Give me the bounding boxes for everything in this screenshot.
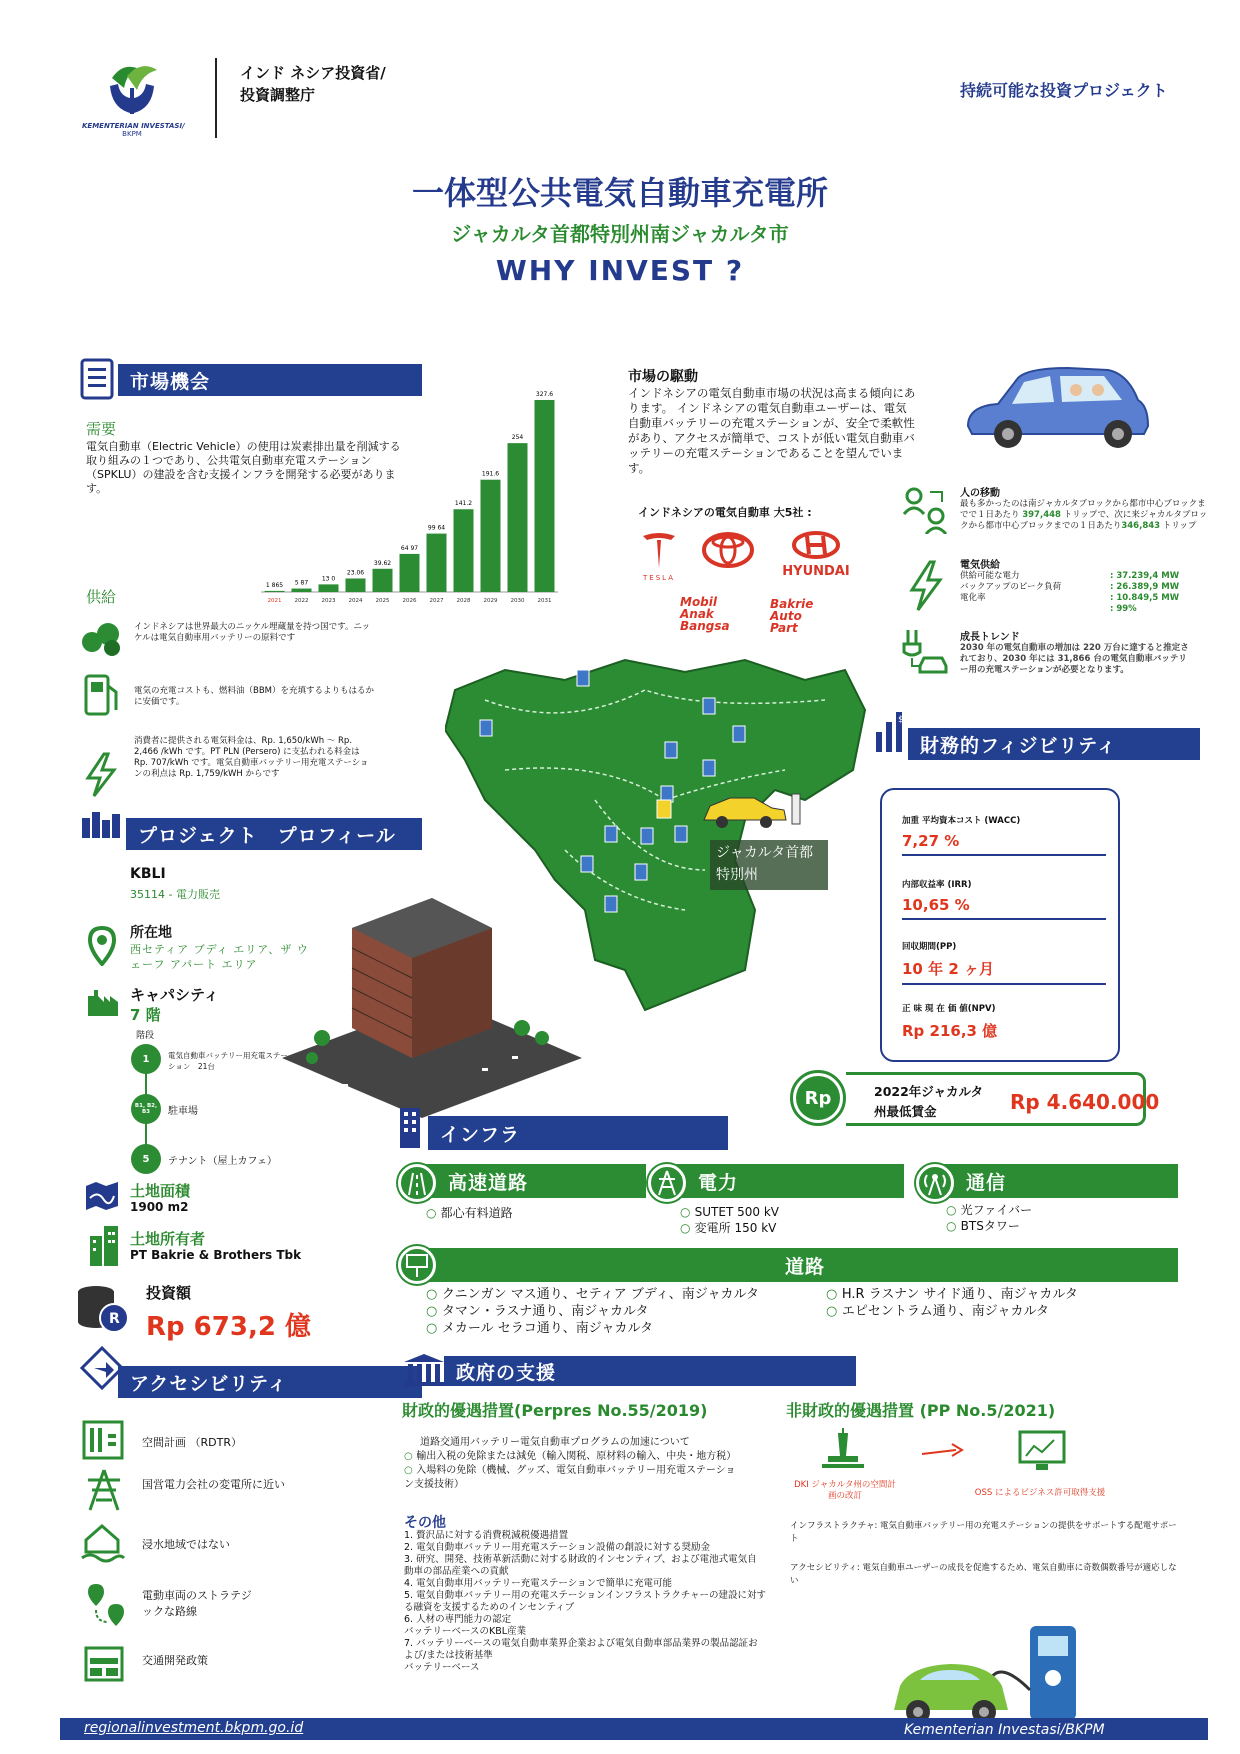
power-tower-icon (84, 1468, 124, 1516)
ministry-logo (82, 58, 185, 138)
nickel-icon (80, 620, 124, 660)
other-item: 4. 電気自動車用バッテリー充電ステーションで簡単に充電可能 (404, 1578, 673, 1589)
market-heading: 市場機会 (118, 364, 422, 396)
other-label: その他 (404, 1515, 446, 1531)
chart-bar (319, 584, 339, 592)
bar-value-label: 13 0 (321, 575, 336, 583)
finance-label: 正 味 現 在 価 値(NPV) (902, 1004, 996, 1014)
top5-label: インドネシアの電気自動車 大5社 : (638, 506, 812, 519)
chart-bar (535, 400, 555, 592)
other-item: 6. 人材の専門能力の認定 (404, 1614, 512, 1625)
other-list (404, 1530, 766, 1674)
gov-heading: 政府の支援 (444, 1356, 856, 1386)
nonfiscal-title: 非財政的優遇措置 (PP No.5/2021) (786, 1401, 1056, 1420)
road-item: ○ メカール セラコ通り、南ジャカルタ (426, 1320, 759, 1337)
highway-list (426, 1204, 513, 1221)
fiscal-title: 財政的優遇措置(Perpres No.55/2019) (402, 1401, 708, 1420)
finance-value: 10 年 2 ヶ月 (902, 958, 1106, 985)
chart-bar (481, 480, 501, 592)
owner-value: PT Bakrie & Brothers Tbk (130, 1248, 302, 1262)
finance-value: 10,65 % (902, 896, 1106, 920)
power-block (960, 556, 1200, 615)
invest-value: Rp 673,2 億 (146, 1312, 311, 1342)
bar-value-label: 1 865 (265, 581, 284, 589)
monument-icon (818, 1426, 868, 1476)
comm-item: ○ BTSタワー (946, 1218, 1032, 1234)
bar-value-label: 99 64 (427, 524, 446, 532)
capacity-label: キャパシティ (130, 986, 219, 1004)
floor-desc: 駐車場 (168, 1106, 198, 1117)
fiscal-item: ○ 入場料の免除（機械、グッズ、電気自動車バッテリー用充電ステーション支援技術） (404, 1464, 744, 1492)
brand-tesla-label: TESLA (643, 574, 675, 582)
road-item: ○ エピセントラム通り、南ジャカルタ (826, 1303, 1078, 1320)
power-row-label: 供給可能な電力 (960, 571, 1020, 581)
fiscal-list (404, 1450, 744, 1492)
road-list-right (826, 1286, 1078, 1320)
owner-label: 土地所有者 (130, 1230, 206, 1248)
bar-value-label: 23.06 (346, 569, 365, 577)
arrow-right-icon (920, 1440, 966, 1464)
rp-coin-text: Rp (796, 1076, 840, 1120)
finance-label: 加重 平均資本コスト (WACC) (902, 816, 1021, 826)
power-supply-icon (908, 560, 944, 616)
mobility-value-2: 346,843 (1121, 521, 1161, 531)
road-item: ○ H.R ラスナン サイド通り、南ジャカルタ (826, 1286, 1078, 1303)
access-item-rdtr: 空間計画 （RDTR） (142, 1436, 242, 1449)
finance-value: 7,27 % (902, 832, 1106, 856)
road-item: ○ クニンガン マス通り、セティア ブディ、南ジャカルタ (426, 1286, 759, 1303)
profile-heading: プロジェクト プロフィール (126, 818, 422, 850)
floor-desc: 電気自動車バッテリー用充電ステーション 21台 (168, 1051, 288, 1071)
finance-heading: 財務的フィジビリティ (908, 728, 1200, 760)
family-car-icon (958, 356, 1154, 460)
other-item: バッテリーベース (404, 1662, 480, 1673)
infra-building-icon (398, 1106, 424, 1154)
bar-value-label: 39.62 (373, 559, 392, 567)
highway-item: ○ 都心有料道路 (426, 1204, 513, 1221)
chart-bar (454, 509, 474, 592)
logo-text: KEMENTERIAN INVESTASI/ (82, 122, 185, 130)
yellow-car-icon (700, 784, 804, 830)
fiscal-item: ○ 輸出入税の免除または減免（輸入関税、原材料の輸入、中央・地方税） (404, 1450, 744, 1464)
road-label: 道路 (420, 1248, 1178, 1282)
growth-title: 成長トレンド (960, 632, 1020, 643)
header-divider (215, 58, 217, 138)
chart-bar (292, 589, 312, 592)
bar-value-label: 141.2 (454, 500, 473, 508)
handshake-icon (80, 808, 124, 846)
land-value: 1900 m2 (130, 1200, 189, 1214)
wage-label: 2022年ジャカルタ州最低賃金 (874, 1084, 984, 1119)
ministry-name (240, 62, 386, 106)
footer-org: Kementerian Investasi/BKPM (904, 1722, 1105, 1738)
ev-growth-chart (255, 370, 575, 620)
why-invest-heading: WHY INVEST ? (495, 254, 745, 287)
power-infra-list (680, 1204, 779, 1236)
power-infra-item: ○ 変電所 150 kV (680, 1220, 779, 1236)
transit-icon (84, 1644, 124, 1688)
fuel-pump-icon (82, 672, 122, 722)
power-row-label: バックアップのピーク負荷 (960, 582, 1062, 592)
infra-heading: インフラ (428, 1116, 728, 1150)
floor-badge: B1, B2, B3 (131, 1094, 161, 1124)
bar-chart-icon (872, 710, 912, 758)
demand-label: 需要 (86, 420, 117, 438)
power-row-value: : 26.389,9 MW (1110, 582, 1180, 592)
bar-value-label: 327.6 (535, 391, 554, 398)
invest-label: 投資額 (146, 1284, 192, 1302)
power-pylon-icon (648, 1164, 686, 1202)
access-heading: アクセシビリティ (118, 1366, 422, 1398)
finance-wacc (902, 814, 1106, 856)
drivers-text: インドネシアの電気自動車市場の状況は高まる傾向にあります。 インドネシアの電気自動車ユーザーは、電気自動車バッテリーの充電ステーションが、安全で柔軟性があり、アクセスが簡単で、コストが低い電気自動車バッテリーの充電ステーションであることを望んでいます。 (628, 386, 916, 475)
tagline: 持続可能な投資プロジェクト (960, 81, 1168, 100)
x-tick-label: 2027 (429, 598, 444, 604)
x-tick-label: 2031 (537, 598, 552, 604)
x-tick-label: 2024 (348, 598, 363, 604)
x-tick-label: 2023 (321, 598, 336, 604)
road-sign-board-icon (398, 1246, 436, 1284)
growth-text: 2030 年の電気自動車の増加は 220 万台に達すると推定されており、2030 年には 31,866 台の電気自動車バッテリー用の充電ステーションが必要となります。 (960, 643, 1189, 675)
other-item: 2. 電気自動車バッテリー用充電ステーション設備の創設に対する奨励金 (404, 1542, 711, 1553)
supply-item-nickel: インドネシアは世界最大のニッケル埋蔵量を持つ国です。ニッケルは電気自動車用バッテリーの原料です (134, 622, 371, 643)
x-tick-label: 2026 (402, 598, 417, 604)
bar-value-label: 64 97 (400, 544, 419, 552)
brand-tesla (628, 530, 690, 582)
factory-icon (86, 988, 120, 1022)
access-item-flood: 浸水地域ではない (142, 1538, 230, 1551)
clipboard-icon (80, 358, 116, 404)
mobility-text-2: トリップで、次に来ジャカルタブロックから都市中心ブロックまでの１日あたり (960, 510, 1208, 531)
rp-coin-icon (790, 1070, 846, 1126)
brand-bakrie: Bakrie Auto Part (770, 597, 814, 635)
power-row-value: : 99% (1110, 604, 1137, 614)
floor-label: 階段 (136, 1031, 155, 1041)
chart-bar (346, 578, 366, 592)
mobility-block (960, 484, 1208, 532)
fiscal-intro: 道路交通用バッテリー電気自動車プログラムの加速について (420, 1437, 690, 1448)
chart-bar (373, 569, 393, 592)
page-title: 一体型公共電気自動車充電所 (411, 174, 828, 212)
mobility-text-1: 最も多かったのは南ジャカルタブロックから都市中心ブロックまでで１日あたり (960, 499, 1206, 520)
highway-label: 高速道路 (420, 1164, 646, 1198)
other-item: 5. 電気自動車バッテリー用の充電ステーションインフラストラクチャーの建設に対する融資を支援するためのインセンティブ (404, 1590, 766, 1613)
demand-text: 電気自動車（Electric Vehicle）の使用は炭素排出量を削減する取り組みの１つであり、公共電気自動車充電ステーション（SPKLU）の建設を含む支援インフラを開発する必要があります。 (86, 440, 401, 495)
footer-url[interactable]: regionalinvestment.bkpm.go.id (84, 1720, 304, 1736)
monitor-chart-icon (1018, 1430, 1066, 1478)
finance-npv (902, 1002, 1106, 1045)
road-list-left (426, 1286, 759, 1337)
power-row-label (960, 604, 1110, 615)
supply-item-price: 消費者に提供される電気料金は、Rp. 1,650/kWh 〜 Rp. 2,466 /kWh です。PT PLN (Persero) に支払われる料金は Rp. 707/kWh です。電気自動車バッテリー用充電ステーションの利点は Rp. 1,759/kWH からです (134, 736, 369, 779)
finance-irr (902, 878, 1106, 920)
access-item-route: 電動車両のストラテジックな路線 (142, 1589, 252, 1618)
ev-charging-illustration (890, 1620, 1100, 1732)
road-item: ○ タマン・ラスナ通り、南ジャカルタ (426, 1303, 759, 1320)
x-tick-label: 2028 (456, 598, 471, 604)
other-item: 1. 贅沢品に対する消費税減税優遇措置 (404, 1530, 569, 1541)
coins-icon (74, 1282, 134, 1342)
power-infra-item: ○ SUTET 500 kV (680, 1204, 779, 1220)
map-label: ジャカルタ首都特別州 (710, 840, 828, 890)
nonfiscal-text-1: インフラストラクチャ: 電気自動車バッテリー用の充電ステーションの提供をサポートする配電サポート (790, 1521, 1177, 1544)
land-label: 土地面積 (130, 1182, 191, 1200)
comm-list (946, 1202, 1032, 1234)
finance-panel (880, 788, 1120, 1062)
nonfiscal-left: DKI ジャカルタ州の空間計画の改訂 (794, 1480, 896, 1501)
location-value: 西セティア ブディ エリア、ザ ウ ェーフ アパート エリア (130, 943, 309, 971)
government-icon (402, 1352, 446, 1392)
access-item-substation: 国営電力会社の変電所に近い (142, 1478, 285, 1491)
other-item: 7. バッテリーベースの電気自動車業界企業および電気自動車部品業界の製品認証および/または技術基準 (404, 1638, 758, 1661)
supply-label: 供給 (86, 588, 117, 606)
bar-value-label: 254 (511, 434, 524, 442)
x-tick-label: 2021 (267, 598, 282, 604)
floor-desc: テナント（屋上カフェ） (168, 1156, 277, 1167)
power-infra-label: 電力 (670, 1164, 904, 1198)
kbli-label: KBLI (130, 866, 166, 882)
location-pin-icon (88, 926, 116, 970)
power-row-value: : 37.239,4 MW (1110, 571, 1180, 581)
highway-icon (398, 1164, 436, 1202)
bar-value-label: 5 87 (294, 579, 309, 587)
ministry-line-1: インド ネシア投資省/ (240, 64, 386, 82)
floor-badge: 5 (131, 1144, 161, 1174)
building-illustration (282, 888, 582, 1118)
nonfiscal-right: OSS によるビジネス許可取得支援 (974, 1488, 1106, 1498)
nonfiscal-text-2: アクセシビリティ: 電気自動車ユーザーの成長を促進するため、電気自動車に奇数偶数番号が適応しない (790, 1563, 1177, 1586)
brand-hyundai-label: HYUNDAI (782, 564, 850, 579)
brand-hyundai (770, 530, 862, 579)
finance-label: 内部収益率 (IRR) (902, 880, 972, 890)
comm-item: ○ 光ファイバー (946, 1202, 1032, 1218)
brand-toyota (702, 532, 754, 572)
finance-label: 回収期間(PP) (902, 942, 957, 952)
building-plan-icon (82, 1416, 124, 1464)
x-tick-label: 2030 (510, 598, 525, 604)
ministry-logo-icon (82, 58, 182, 118)
x-tick-label: 2029 (483, 598, 498, 604)
antenna-icon (916, 1164, 954, 1202)
other-item: バッテリーベースのKBL産業 (404, 1626, 527, 1637)
access-item-transit: 交通開発政策 (142, 1654, 208, 1667)
wage-value: Rp 4.640.000 (1010, 1090, 1160, 1114)
logo-sub: BKPM (122, 130, 142, 138)
land-area-icon (84, 1180, 120, 1214)
x-tick-label: 2022 (294, 598, 309, 604)
mobility-text-3: トリップ (1162, 521, 1197, 531)
power-title: 電気供給 (960, 560, 1000, 571)
chart-bar (265, 591, 285, 592)
growth-block (960, 628, 1190, 676)
chart-bar (427, 534, 447, 592)
svg-text:$: $ (898, 715, 904, 725)
mobility-title: 人の移動 (960, 488, 1000, 499)
buildings-owner-icon (86, 1224, 122, 1272)
capacity-value: 7 階 (130, 1006, 161, 1024)
ministry-line-2: 投資調整庁 (240, 86, 316, 104)
supply-item-fuel: 電気の充電コストも、燃料油（BBM）を充填するよりもはるかに安価です。 (134, 686, 374, 707)
ev-charging-car-icon (900, 626, 950, 680)
route-icon (84, 1582, 128, 1632)
other-item: 3. 研究、開発、技術革新活動に対する財政的インセンティブ、および電池式電気自動車の部品産業への貢献 (404, 1554, 757, 1577)
finance-pp (902, 940, 1106, 985)
brand-mab: Mobil Anak Bangsa (680, 595, 730, 633)
bar-value-label: 191.6 (481, 470, 500, 478)
chart-bar (508, 443, 528, 592)
kbli-value: 35114 - 電力販売 (130, 888, 220, 901)
finance-value: Rp 216,3 億 (902, 1022, 998, 1040)
drivers-heading: 市場の駆動 (628, 369, 698, 385)
svg-text:R: R (109, 1311, 120, 1327)
page-subtitle: ジャカルタ首都特別州南ジャカルタ市 (451, 222, 789, 246)
power-row-value: : 10.849,5 MW (1110, 593, 1180, 603)
mobility-value-1: 397,448 (1022, 510, 1061, 520)
chart-bar (400, 554, 420, 592)
people-exchange-icon (900, 484, 950, 538)
flood-icon (80, 1520, 126, 1568)
lightning-icon (84, 752, 118, 802)
location-label: 所在地 (130, 925, 172, 941)
floor-badge: 1 (131, 1044, 161, 1074)
comm-label: 通信 (938, 1164, 1178, 1198)
power-row-label: 電化率 (960, 593, 986, 603)
x-tick-label: 2025 (375, 598, 390, 604)
